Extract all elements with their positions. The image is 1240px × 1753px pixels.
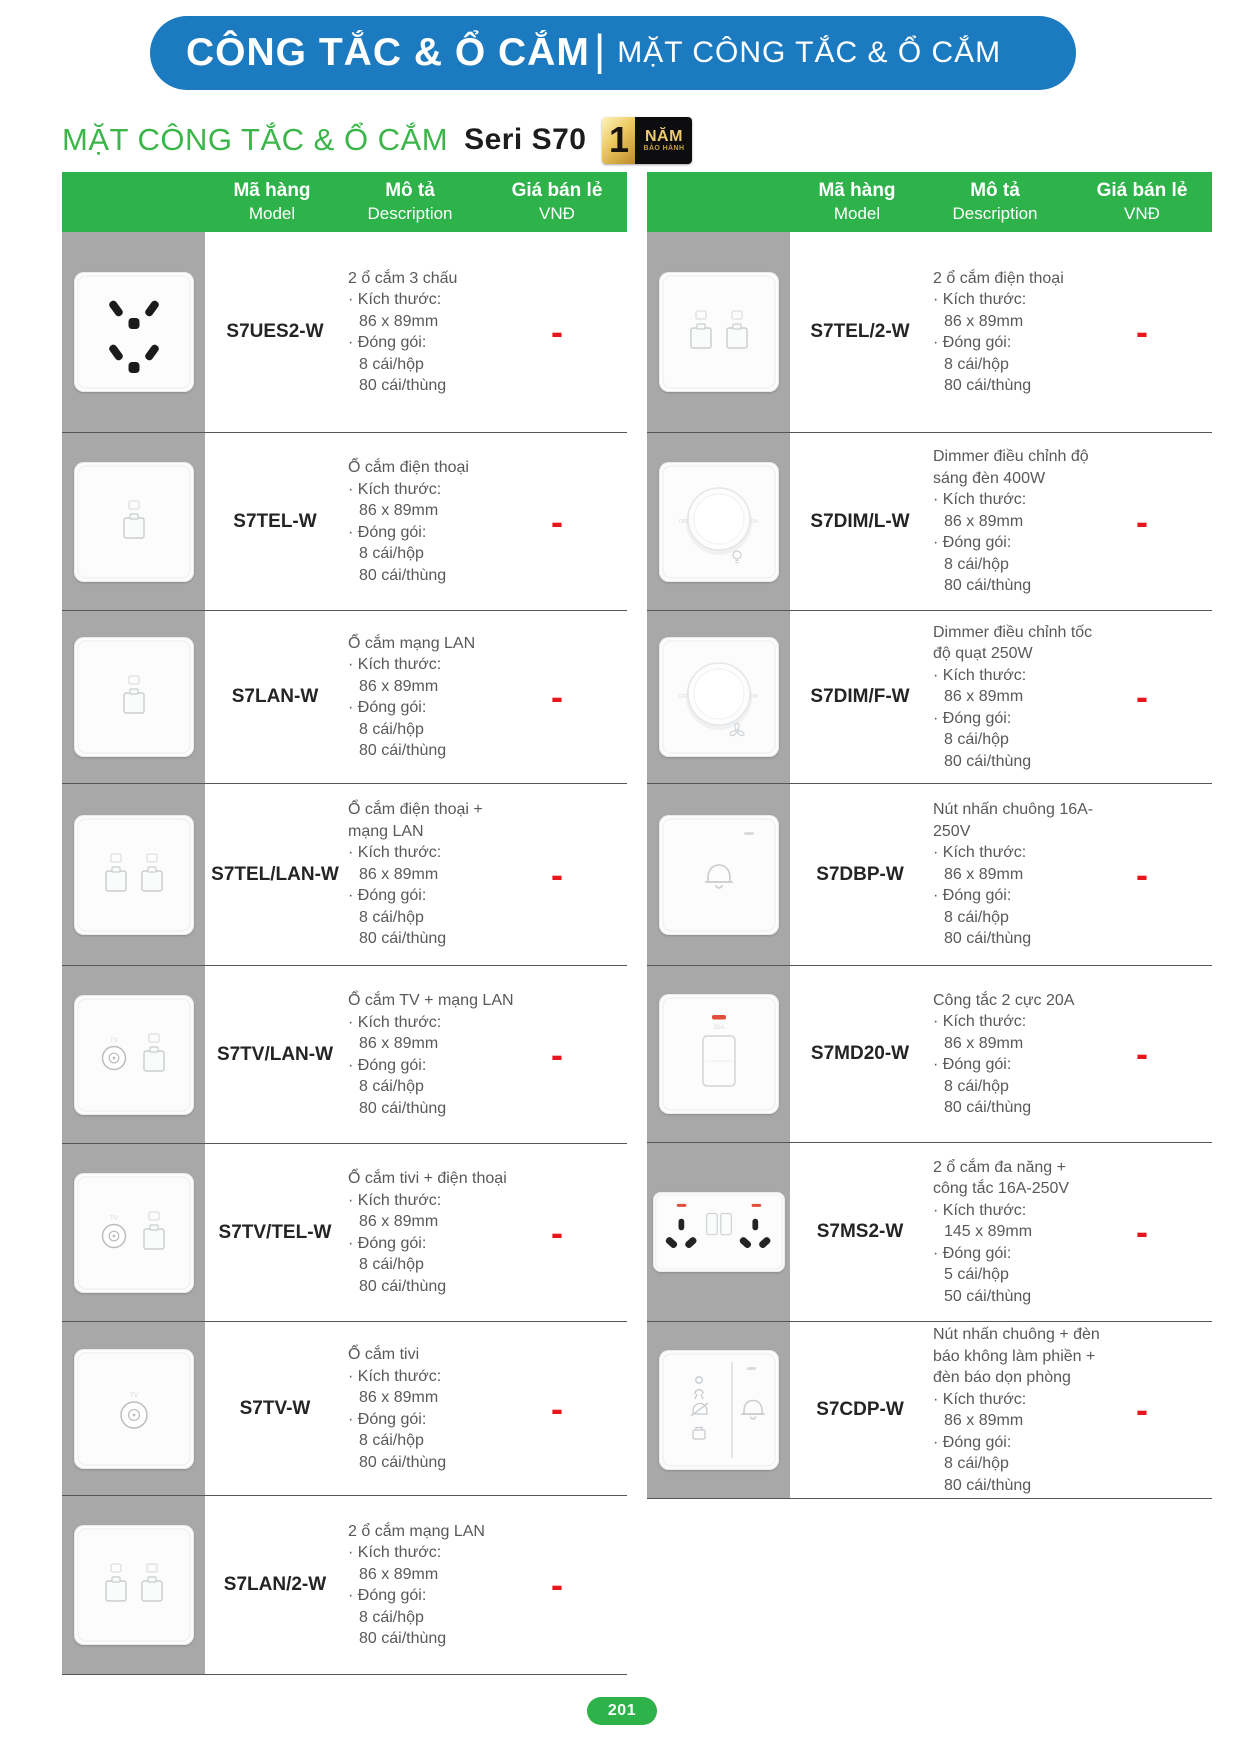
- doorbell-button-icon: [659, 815, 779, 935]
- section-heading: [62, 114, 692, 166]
- spec-value: 86 x 89mm: [359, 502, 439, 519]
- column-header-model-en: Model: [248, 204, 296, 223]
- spec-label: · Đóng gói:: [933, 1244, 1012, 1262]
- spec-label: · Đóng gói:: [933, 534, 1012, 552]
- spec-label: · Đóng gói:: [348, 1587, 427, 1604]
- spec-value: 8 cái/hộp: [944, 555, 1009, 573]
- switch-20a-icon: [659, 994, 779, 1114]
- product-model: S7TV/TEL-W: [218, 1221, 332, 1243]
- spec-label: · Đóng gói:: [348, 334, 427, 351]
- spec-value: 8 cái/hộp: [359, 545, 424, 562]
- spec-value: 86 x 89mm: [359, 677, 439, 695]
- spec-label: · Kích thước:: [933, 291, 1027, 308]
- product-name-line: sáng đèn 400W: [933, 469, 1046, 487]
- product-name-line: độ quạt 250W: [933, 645, 1033, 663]
- spec-value: 80 cái/thùng: [359, 742, 447, 759]
- product-name-line: công tắc 16A-250V: [933, 1180, 1070, 1198]
- multi-socket-wide-icon: [653, 1192, 785, 1272]
- banner-title-primary: CÔNG TẮC & Ổ CẮM: [186, 31, 590, 74]
- warranty-badge: [602, 117, 692, 164]
- product-price: -: [551, 676, 563, 717]
- product-image-cell: [62, 1144, 205, 1321]
- column-header-description-vi: Mô tả: [385, 180, 435, 201]
- column-header-description-en: Description: [952, 204, 1038, 223]
- product-name-line: Nút nhấn chuông 16A-: [933, 801, 1094, 819]
- spec-label: · Kích thước:: [933, 844, 1027, 862]
- spec-value: 86 x 89mm: [359, 1389, 439, 1406]
- spec-value: 86 x 89mm: [944, 1412, 1024, 1429]
- product-row-S7MD20-W: [647, 966, 1212, 1143]
- product-price: -: [1136, 676, 1148, 717]
- page-number-badge: [587, 1697, 657, 1725]
- column-header-price-en: VNĐ: [539, 204, 575, 223]
- spec-value: 80 cái/thùng: [944, 577, 1032, 595]
- product-image-cell: [62, 611, 205, 783]
- product-model: S7TEL/2-W: [810, 321, 910, 342]
- product-row-S7DIM/F-W: [647, 611, 1212, 784]
- spec-label: · Kích thước:: [348, 291, 442, 308]
- column-header-description-en: Description: [367, 204, 453, 223]
- spec-value: 80 cái/thùng: [359, 377, 447, 394]
- tv-and-jack-icon: [74, 1173, 194, 1293]
- product-row-S7UES2-W: [62, 232, 627, 433]
- warranty-text: [635, 117, 692, 164]
- tel-jack-single-icon: [74, 462, 194, 582]
- spec-label: · Đóng gói:: [933, 887, 1012, 905]
- jack-double-icon: [74, 1525, 194, 1645]
- table-header: [62, 172, 627, 232]
- product-row-S7TEL/2-W: [647, 232, 1212, 433]
- banner-title-secondary: MẶT CÔNG TẮC & Ổ CẮM: [617, 36, 1002, 69]
- product-price: -: [1136, 1211, 1148, 1252]
- spec-label: · Đóng gói:: [933, 709, 1012, 727]
- spec-value: 8 cái/hộp: [359, 720, 424, 738]
- spec-value: 8 cái/hộp: [944, 908, 1009, 926]
- product-row-S7LAN-W: [62, 611, 627, 784]
- spec-label: · Kích thước:: [933, 1201, 1027, 1219]
- product-name-line: mạng LAN: [348, 822, 424, 840]
- product-image-cell: [62, 966, 205, 1143]
- product-name-line: Nút nhấn chuông + đèn: [933, 1326, 1100, 1343]
- column-header-model-vi: Mã hàng: [818, 180, 896, 201]
- spec-value: 86 x 89mm: [944, 865, 1024, 883]
- tv-single-icon: [74, 1349, 194, 1469]
- spec-value: 80 cái/thùng: [944, 1099, 1032, 1116]
- product-name-line: Ổ cắm điện thoại +: [348, 801, 483, 819]
- category-banner: [150, 16, 1076, 90]
- product-row-S7TV/TEL-W: [62, 1144, 627, 1322]
- jack-double-icon: [74, 815, 194, 935]
- spec-label: · Kích thước:: [933, 666, 1027, 684]
- spec-value: 8 cái/hộp: [944, 355, 1009, 373]
- product-price: -: [551, 500, 563, 542]
- svg-text:OFF: OFF: [678, 518, 689, 525]
- product-model: S7TV-W: [239, 1397, 311, 1419]
- spec-value: 80 cái/thùng: [359, 1630, 447, 1647]
- svg-text:20A: 20A: [713, 1025, 724, 1031]
- spec-label: · Đóng gói:: [348, 523, 427, 541]
- spec-value: 80 cái/thùng: [359, 1277, 447, 1295]
- spec-label: · Đóng gói:: [348, 887, 427, 905]
- product-model: S7LAN/2-W: [223, 1574, 327, 1595]
- column-header-price: [1072, 172, 1212, 232]
- spec-value: 8 cái/hộp: [359, 1432, 424, 1449]
- spec-value: 8 cái/hộp: [359, 908, 424, 926]
- product-price: -: [551, 311, 563, 352]
- product-row-S7MS2-W: [647, 1143, 1212, 1322]
- product-row-S7CDP-W: [647, 1322, 1212, 1499]
- spec-value: 80 cái/thùng: [359, 566, 447, 584]
- spec-value: 86 x 89mm: [359, 312, 439, 330]
- spec-label: · Đóng gói:: [348, 1056, 427, 1074]
- product-model: S7UES2-W: [226, 321, 324, 342]
- product-name-line: Ổ cắm điện thoại: [348, 459, 469, 476]
- spec-label: · Kích thước:: [348, 1367, 442, 1385]
- tv-and-jack-icon: [74, 995, 194, 1115]
- product-name-line: 2 ổ cắm mạng LAN: [348, 1522, 485, 1540]
- column-header-model: [192, 172, 352, 232]
- product-name-line: đèn báo dọn phòng: [933, 1369, 1071, 1386]
- warranty-line2: BẢO HÀNH: [643, 145, 685, 152]
- product-row-S7DBP-W: [647, 784, 1212, 966]
- spec-label: · Đóng gói:: [933, 334, 1012, 351]
- column-header-price-vi: Giá bán lẻ: [511, 180, 603, 201]
- spec-value: 80 cái/thùng: [944, 930, 1032, 948]
- product-image-cell: [647, 433, 790, 610]
- product-model: S7TV/LAN-W: [216, 1043, 334, 1065]
- column-header-description: [925, 172, 1065, 232]
- product-name-line: báo không làm phiền +: [933, 1347, 1096, 1365]
- spec-label: · Kích thước:: [348, 656, 442, 673]
- product-row-S7LAN/2-W: [62, 1496, 627, 1675]
- product-row-S7DIM/L-W: [647, 433, 1212, 611]
- spec-value: 8 cái/hộp: [944, 1455, 1009, 1472]
- table-header: [647, 172, 1212, 232]
- spec-value: 86 x 89mm: [359, 865, 439, 883]
- product-price: -: [1136, 1033, 1148, 1074]
- warranty-years: 1: [602, 117, 635, 164]
- spec-value: 86 x 89mm: [944, 312, 1024, 330]
- spec-value: 8 cái/hộp: [359, 355, 424, 373]
- column-header-model-vi: Mã hàng: [233, 180, 311, 201]
- section-title: MẶT CÔNG TẮC & Ổ CẮM: [62, 122, 449, 157]
- product-price: -: [551, 853, 563, 895]
- product-image-cell: [647, 1143, 790, 1321]
- column-header-description: [340, 172, 480, 232]
- product-model: S7DIM/L-W: [810, 510, 910, 532]
- dimmer-fan-icon: [659, 637, 779, 757]
- spec-value: 5 cái/hộp: [944, 1266, 1009, 1284]
- product-image-cell: [647, 611, 790, 783]
- dimmer-light-icon: [659, 462, 779, 582]
- table-rows: [647, 232, 1212, 1499]
- product-name-line: Ổ cắm tivi: [348, 1346, 420, 1363]
- product-name-line: Ổ cắm mạng LAN: [348, 634, 476, 652]
- product-image-cell: [62, 1496, 205, 1674]
- spec-value: 80 cái/thùng: [944, 377, 1032, 394]
- table-rows: [62, 232, 627, 1675]
- product-price: -: [1136, 853, 1148, 895]
- spec-label: · Kích thước:: [348, 1191, 442, 1209]
- spec-label: · Đóng gói:: [933, 1056, 1012, 1073]
- product-row-S7TEL-W: [62, 433, 627, 611]
- lan-jack-single-icon: [74, 637, 194, 757]
- product-image-cell: [647, 232, 790, 432]
- product-image-cell: [647, 1322, 790, 1498]
- product-name-line: 2 ổ cắm 3 chấu: [348, 269, 458, 287]
- product-model: S7CDP-W: [816, 1399, 904, 1420]
- banner-separator: |: [593, 26, 606, 75]
- product-price: -: [1136, 311, 1148, 352]
- product-price: -: [1136, 500, 1148, 542]
- column-header-price-en: VNĐ: [1124, 204, 1160, 223]
- product-image-cell: [62, 1322, 205, 1495]
- product-model: S7TEL/LAN-W: [211, 863, 339, 885]
- product-row-S7TV/LAN-W: [62, 966, 627, 1144]
- page-number: 201: [607, 1702, 637, 1719]
- spec-value: 8 cái/hộp: [359, 1256, 424, 1273]
- spec-value: 50 cái/thùng: [944, 1287, 1032, 1305]
- chime-door-panel-icon: [659, 1350, 779, 1470]
- svg-text:TV: TV: [109, 1214, 118, 1222]
- spec-value: 80 cái/thùng: [359, 1453, 447, 1471]
- series-label: Seri S70: [464, 123, 587, 156]
- product-name-line: Ổ cắm tivi + điện thoại: [348, 1170, 507, 1187]
- spec-value: 8 cái/hộp: [359, 1078, 424, 1095]
- socket-universal-double-icon: [74, 272, 194, 392]
- spec-label: · Kích thước:: [933, 1013, 1027, 1030]
- column-header-model-en: Model: [833, 204, 881, 223]
- spec-label: · Đóng gói:: [933, 1433, 1012, 1451]
- product-model: S7DBP-W: [816, 863, 904, 885]
- spec-value: 145 x 89mm: [944, 1223, 1033, 1241]
- spec-value: 86 x 89mm: [944, 1034, 1024, 1052]
- spec-value: 80 cái/thùng: [944, 1476, 1032, 1494]
- spec-label: · Đóng gói:: [348, 1234, 427, 1252]
- product-name-line: 2 ổ cắm điện thoại: [933, 269, 1064, 287]
- column-header-model: [777, 172, 937, 232]
- warranty-line1: NĂM: [644, 128, 683, 145]
- spec-value: 80 cái/thùng: [944, 752, 1032, 770]
- spec-label: · Kích thước:: [933, 491, 1027, 509]
- product-name-line: Dimmer điều chỉnh độ: [933, 448, 1089, 466]
- product-price: -: [551, 1033, 563, 1075]
- product-price: -: [551, 1564, 563, 1605]
- product-image-cell: [62, 433, 205, 610]
- column-header-description-vi: Mô tả: [970, 180, 1020, 201]
- spec-label: · Kích thước:: [348, 844, 442, 862]
- product-name-line: Ổ cắm TV + mạng LAN: [348, 992, 514, 1009]
- column-header-price-vi: Giá bán lẻ: [1096, 180, 1188, 201]
- spec-value: 86 x 89mm: [944, 688, 1024, 706]
- product-image-cell: [647, 966, 790, 1142]
- product-image-cell: [62, 232, 205, 432]
- product-model: S7TEL-W: [233, 510, 317, 532]
- spec-value: 86 x 89mm: [944, 512, 1024, 530]
- product-price: -: [1136, 1389, 1148, 1430]
- product-image-cell: [647, 784, 790, 965]
- spec-label: · Kích thước:: [933, 1390, 1027, 1408]
- product-model: S7DIM/F-W: [810, 686, 910, 707]
- product-table-left: [62, 172, 627, 1675]
- spec-label: · Kích thước:: [348, 480, 442, 498]
- spec-value: 86 x 89mm: [359, 1213, 439, 1230]
- product-model: S7MD20-W: [810, 1043, 910, 1064]
- spec-label: · Đóng gói:: [348, 1410, 427, 1428]
- product-table-right: [647, 172, 1212, 1499]
- product-row-S7TV-W: [62, 1322, 627, 1496]
- spec-value: 80 cái/thùng: [359, 930, 447, 948]
- spec-label: · Kích thước:: [348, 1013, 442, 1031]
- jack-double-icon: [659, 272, 779, 392]
- spec-value: 8 cái/hộp: [944, 1077, 1009, 1095]
- svg-text:ON: ON: [749, 694, 758, 700]
- svg-text:ON: ON: [749, 518, 758, 525]
- product-image-cell: [62, 784, 205, 965]
- product-name-line: Công tắc 2 cực 20A: [933, 991, 1075, 1009]
- spec-value: 80 cái/thùng: [359, 1099, 447, 1117]
- column-header-price: [487, 172, 627, 232]
- product-row-S7TEL/LAN-W: [62, 784, 627, 966]
- spec-label: · Đóng gói:: [348, 699, 427, 716]
- product-model: S7LAN-W: [231, 686, 319, 707]
- product-price: -: [551, 1387, 563, 1429]
- product-price: -: [551, 1211, 563, 1253]
- spec-value: 8 cái/hộp: [944, 731, 1009, 749]
- spec-value: 8 cái/hộp: [359, 1608, 424, 1626]
- spec-value: 86 x 89mm: [359, 1565, 439, 1583]
- product-model: S7MS2-W: [816, 1221, 904, 1242]
- spec-value: 86 x 89mm: [359, 1035, 439, 1052]
- svg-text:TV: TV: [109, 1036, 118, 1044]
- product-name-line: 250V: [933, 822, 971, 840]
- spec-label: · Kích thước:: [348, 1544, 442, 1561]
- product-name-line: Dimmer điều chỉnh tốc: [933, 623, 1093, 641]
- svg-text:TV: TV: [129, 1391, 138, 1399]
- svg-text:OFF: OFF: [678, 694, 689, 700]
- product-name-line: 2 ổ cắm đa năng +: [933, 1158, 1066, 1176]
